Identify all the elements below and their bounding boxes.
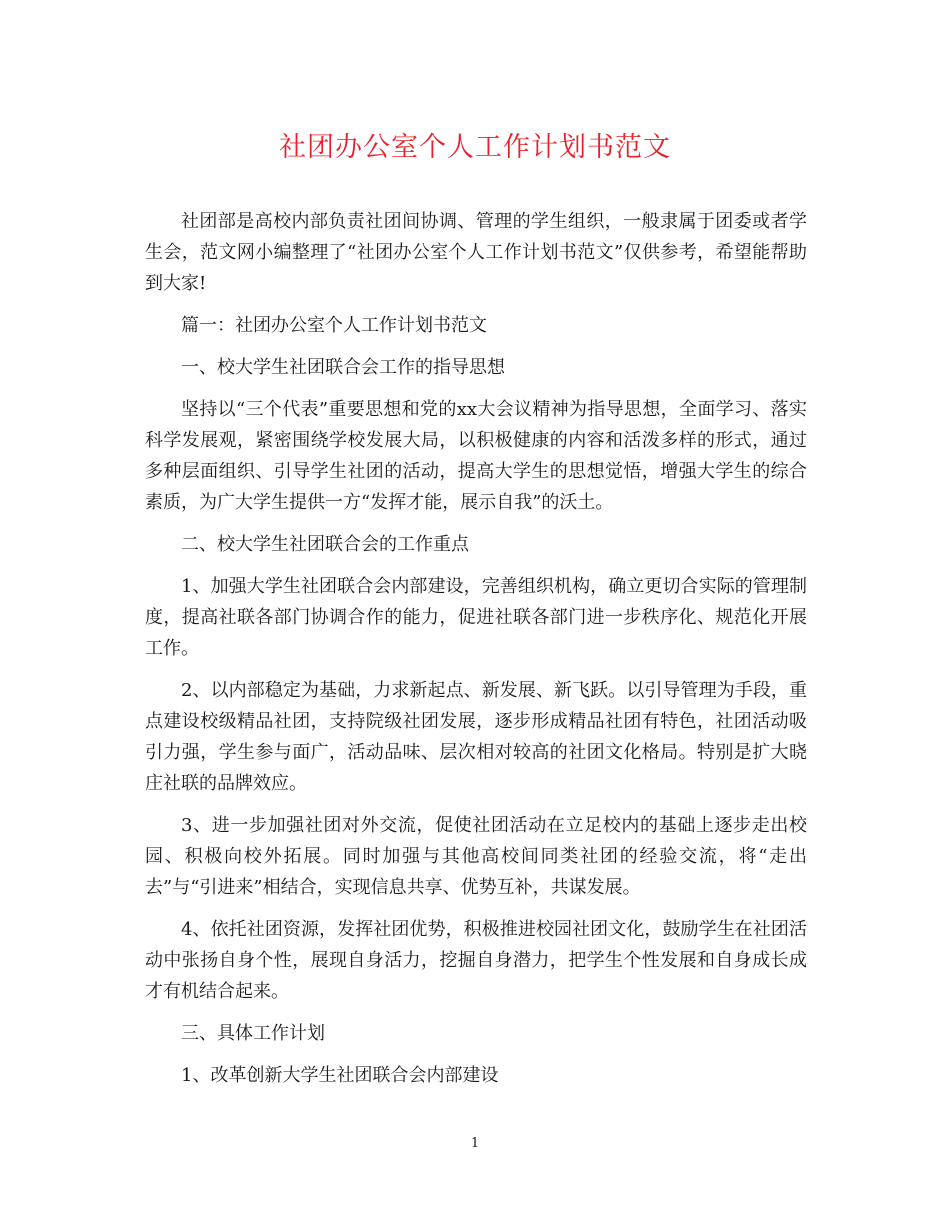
section-heading-guiding-thought: 一、校大学生社团联合会工作的指导思想 bbox=[181, 357, 505, 378]
intro-paragraph: 社团部是高校内部负责社团间协调、管理的学生组织，一般隶属于团委或者学生会，范文网小编整理了“社团办公室个人工作计划书范文”仅供参考，希望能帮助到大家! bbox=[145, 211, 807, 294]
body-paragraph: 1、加强大学生社团联合会内部建设，完善组织机构，确立更切合实际的管理制度，提高社联各部门协调合作的能力，促进社联各部门进一步秩序化、规范化开展工作。 bbox=[145, 576, 807, 659]
section-heading-work-plan: 三、具体工作计划 bbox=[181, 1023, 325, 1044]
body-paragraph: 2、以内部稳定为基础，力求新起点、新发展、新飞跃。以引导管理为手段，重点建设校级精品社团，支持院级社团发展，逐步形成精品社团有特色，社团活动吸引力强，学生参与面广，活动品味、层次相对较高的社团文化格局。特别是扩大晓庄社联的品牌效应。 bbox=[145, 680, 807, 794]
page-number: 1 bbox=[470, 1136, 480, 1151]
document-title: 社团办公室个人工作计划书范文 bbox=[279, 132, 671, 163]
body-paragraph: 4、依托社团资源，发挥社团优势，积极推进校园社团文化，鼓励学生在社团活动中张扬自身个性，展现自身活力，挖掘自身潜力，把学生个性发展和自身成长成才有机结合起来。 bbox=[145, 919, 807, 1002]
section-heading-work-focus: 二、校大学生社团联合会的工作重点 bbox=[181, 534, 469, 555]
section-heading-part-one: 篇一：社团办公室个人工作计划书范文 bbox=[181, 315, 487, 336]
body-paragraph: 坚持以“三个代表”重要思想和党的xx大会议精神为指导思想，全面学习、落实科学发展观，紧密围绕学校发展大局，以积极健康的内容和活泼多样的形式，通过多种层面组织、引导学生社团的活动，提高大学生的思想觉悟，增强大学生的综合素质，为广大学生提供一方“发挥才能，展示自我”的沃土。 bbox=[145, 399, 807, 513]
body-paragraph: 3、进一步加强社团对外交流，促使社团活动在立足校内的基础上逐步走出校园、积极向校外拓展。同时加强与其他高校间同类社团的经验交流，将“走出去”与“引进来”相结合，实现信息共享、优势互补，共谋发展。 bbox=[145, 815, 807, 898]
document-body bbox=[145, 206, 807, 1102]
subsection-heading: 1、改革创新大学生社团联合会内部建设 bbox=[181, 1065, 499, 1086]
